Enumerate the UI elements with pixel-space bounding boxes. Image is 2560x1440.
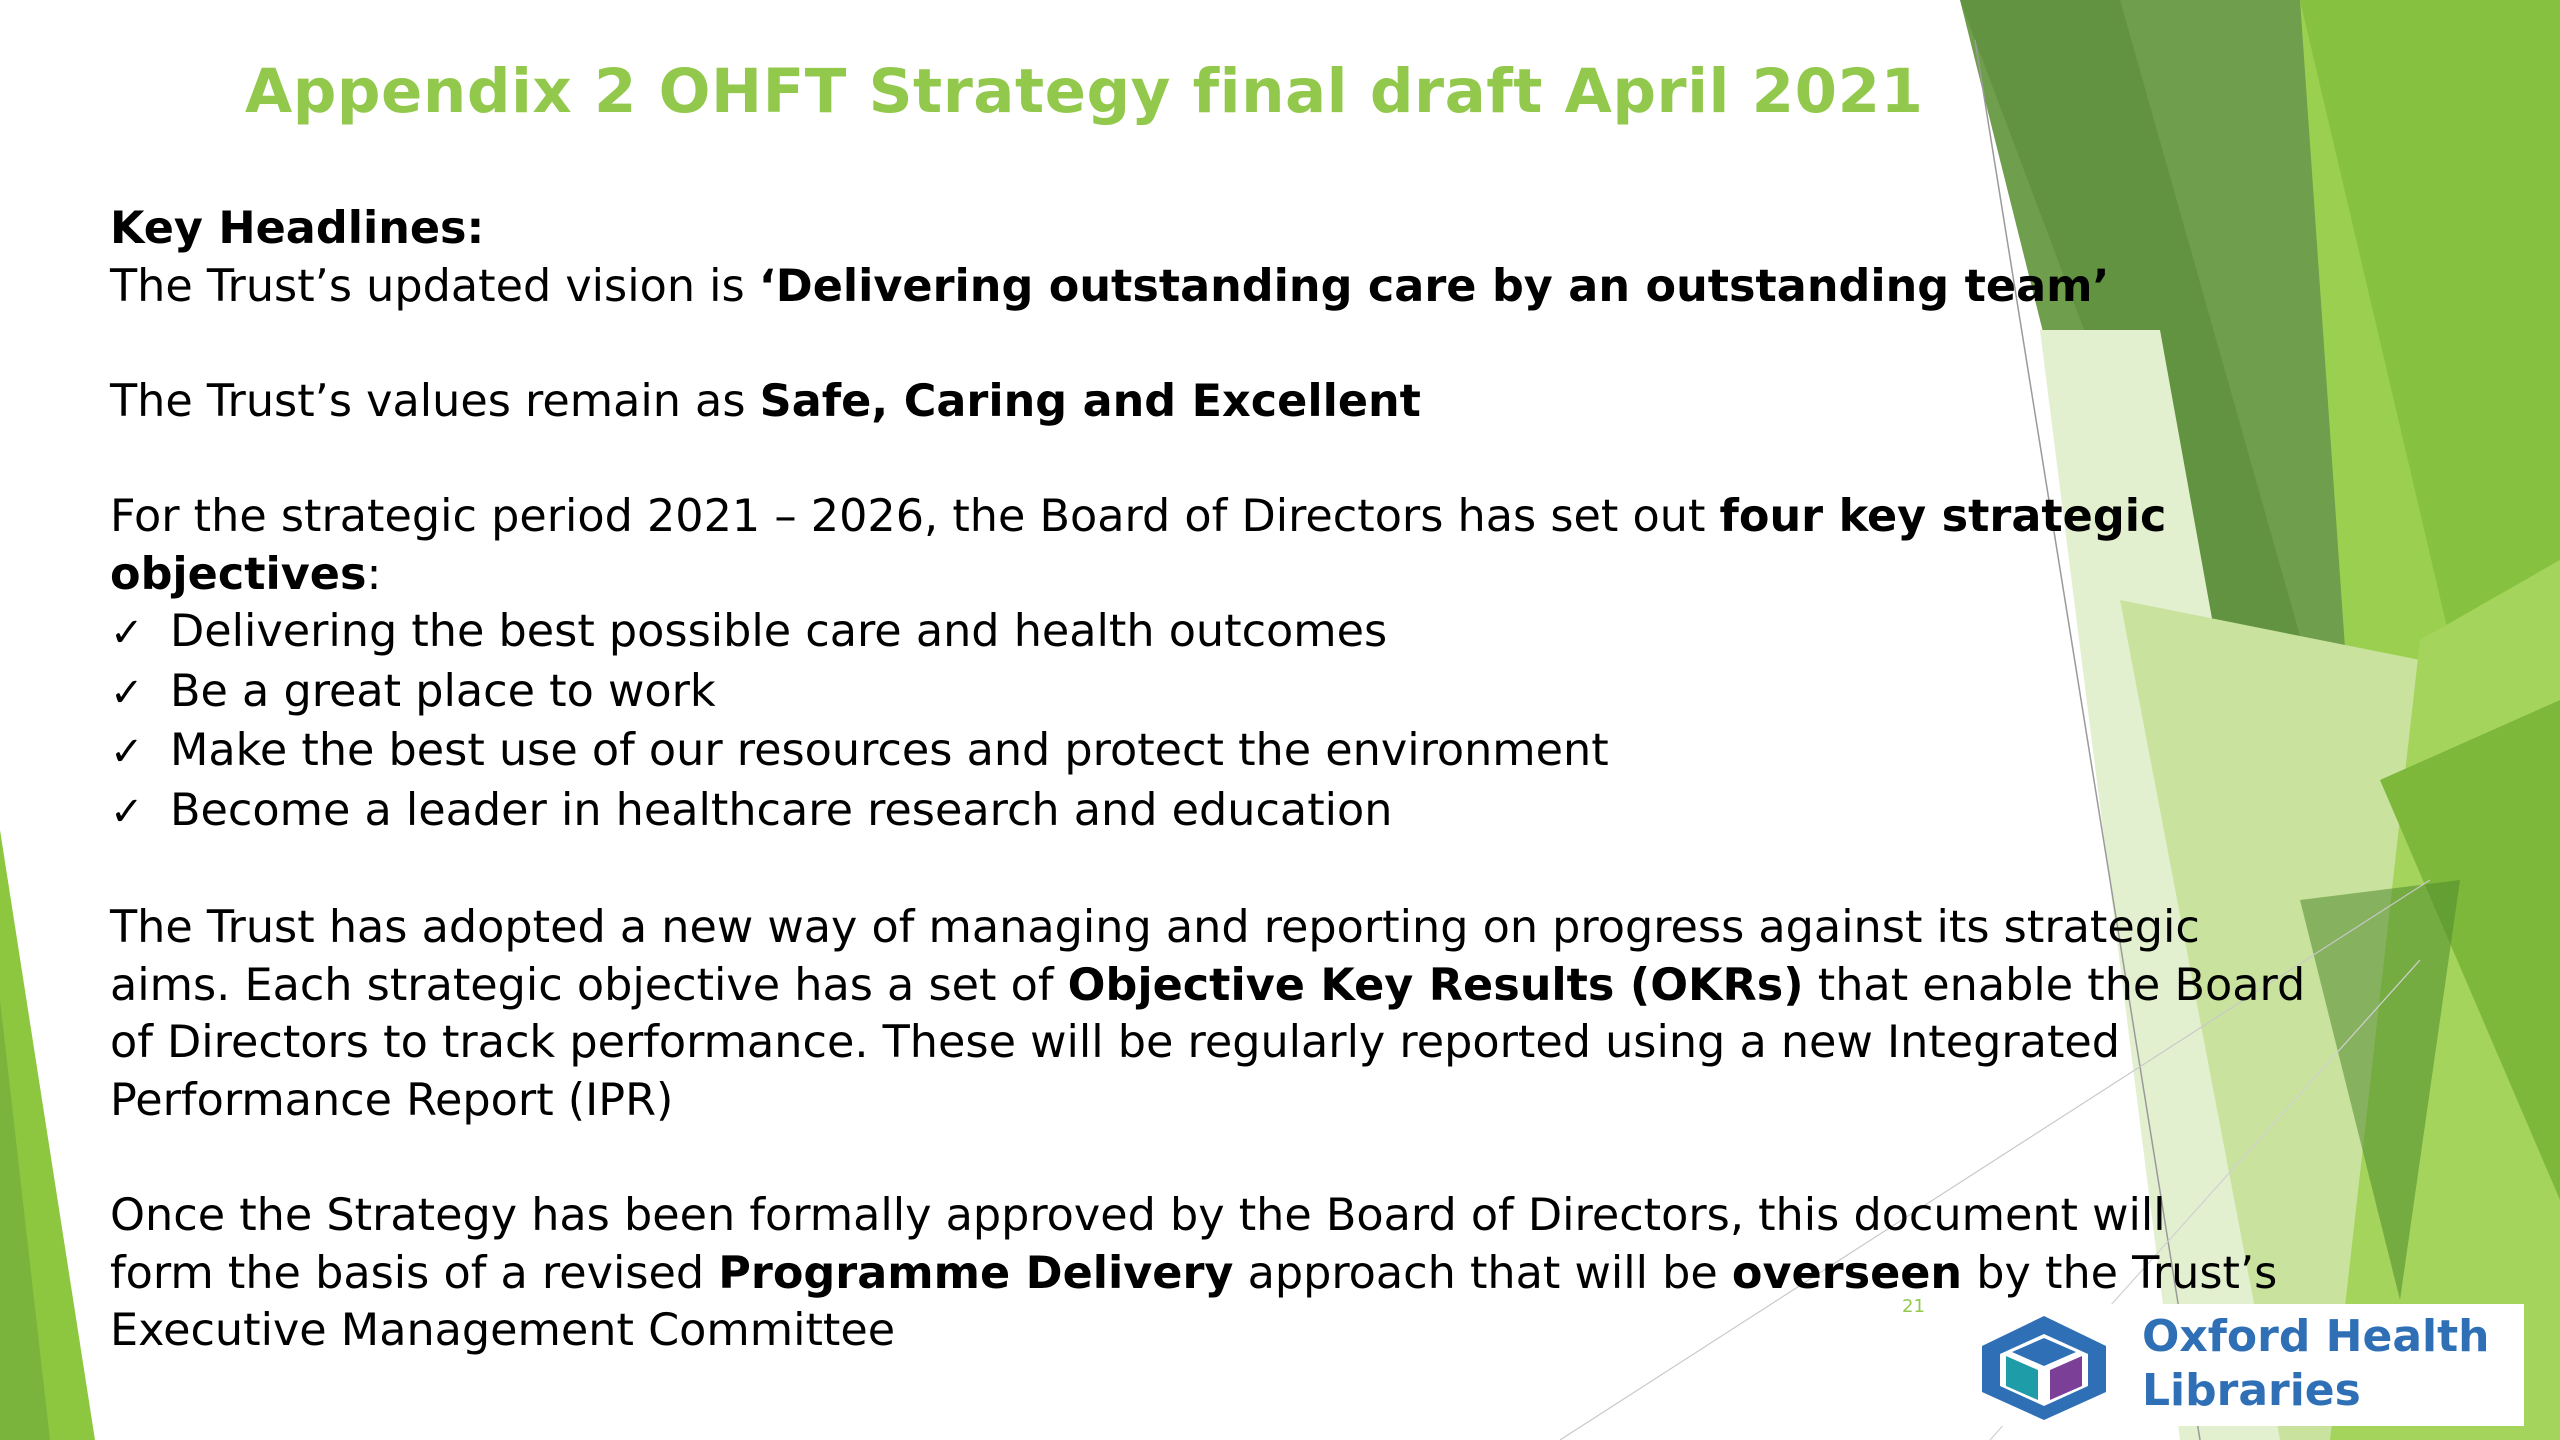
hexagon-cube-logo-icon [1976,1312,2112,1424]
values-list: Safe, Caring and Excellent [759,375,1421,427]
logo-line-1: Oxford Health [2142,1311,2490,1362]
logo-wordmark [2142,1310,2489,1418]
values-prefix: The Trust’s values remain as [110,375,760,427]
okr-line-2-suffix: that enable the Board [1803,959,2306,1011]
approval-line-1: Once the Strategy has been formally approved by the Board of Directors, this document will [110,1190,2166,1242]
okr-line-2-prefix: aims. Each strategic objective has a set of [110,959,1068,1011]
objectives-intro-line-2 [110,546,2250,604]
values-line [110,373,2250,431]
approval-line-2-suffix: by the Trust’s [1962,1247,2278,1299]
okr-term: Objective Key Results (OKRs) [1067,959,1804,1011]
objective-text: Be a great place to work [170,665,716,717]
logo-line-2: Libraries [2142,1365,2361,1416]
objectives-intro-line [110,488,2250,546]
checkmark-icon: ✓ [110,788,144,835]
page-number: 21 [1902,1296,1925,1317]
checkmark-icon: ✓ [110,669,144,716]
okr-line-3: of Directors to track performance. These will be regularly reported using a new Integrated [110,1017,2121,1069]
objective-item [110,663,2250,723]
objectives-colon: : [366,548,382,600]
objective-item [110,782,2250,842]
objective-item [110,603,2250,663]
slide-body [110,200,2306,1360]
approval-line-2-mid: approach that will be [1233,1247,1732,1299]
vision-prefix: The Trust’s updated vision is [110,260,759,312]
objective-item [110,722,2250,782]
approval-line-2-prefix: form the basis of a revised [110,1247,719,1299]
objective-text: Make the best use of our resources and protect the environment [170,725,1609,777]
objective-text: Become a leader in healthcare research and education [170,784,1393,836]
okr-line-2 [110,957,2306,1015]
objectives-intro-text: For the strategic period 2021 – 2026, the Board of Directors has set out [110,490,1720,542]
okr-line-4: Performance Report (IPR) [110,1074,674,1126]
okr-line-1: The Trust has adopted a new way of managing and reporting on progress against its strategic [110,902,2200,954]
vision-statement: ‘Delivering outstanding care by an outstanding team’ [758,260,2110,312]
checkmark-icon: ✓ [110,610,144,657]
objectives-word: objectives [110,548,367,600]
spacer [110,842,2250,900]
approval-line-3: Executive Management Committee [110,1305,896,1357]
oxford-health-libraries-logo [1946,1304,2524,1426]
programme-delivery-term: Programme Delivery [718,1247,1234,1299]
overseen-term: overseen [1731,1247,1963,1299]
spacer [110,315,2250,373]
approval-line-2 [110,1245,2278,1303]
vision-line [110,258,2250,316]
objective-text: Delivering the best possible care and health outcomes [170,606,1388,658]
checkmark-icon: ✓ [110,729,144,776]
spacer [110,430,2250,488]
objectives-intro-bold: four key strategic [1719,490,2167,542]
slide-title: Appendix 2 OHFT Strategy final draft April 2021 [245,56,1924,127]
spacer [110,1130,2250,1188]
key-headlines-heading: Key Headlines: [110,203,485,254]
